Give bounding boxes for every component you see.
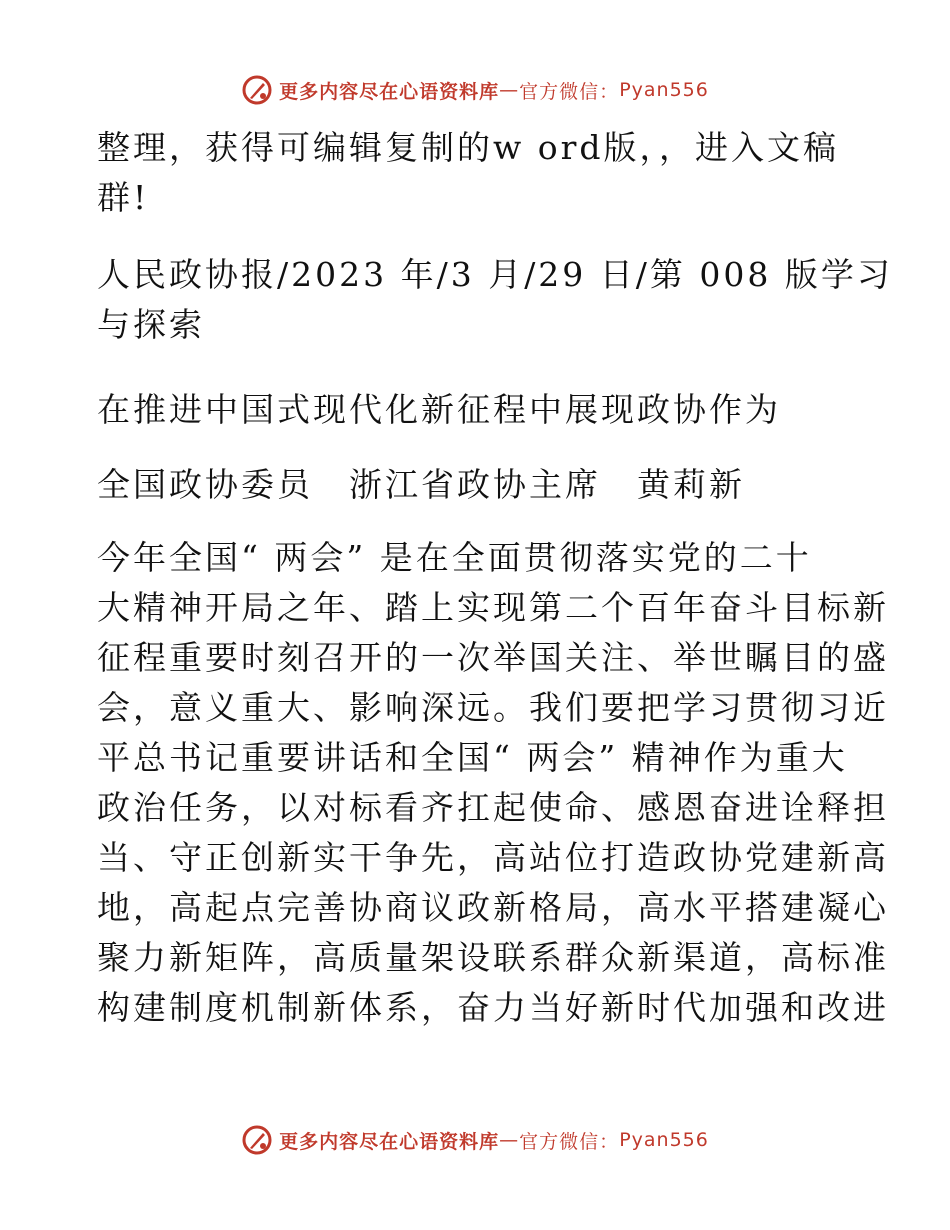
watermark-wechat-id: Pyan556	[619, 1129, 709, 1151]
watermark-separator: —	[499, 79, 520, 101]
text-line: 平总书记重要讲话和全国“ 两会” 精神作为重大	[97, 738, 848, 777]
text-line: 整理，获得可编辑复制的w ord版，，进入文稿	[97, 128, 840, 167]
watermark-separator: —	[499, 1129, 520, 1151]
watermark-brand: 更多内容尽在心语资料库	[279, 80, 500, 103]
text-line: 与探索	[97, 305, 205, 344]
article-body-paragraph	[97, 533, 889, 1033]
quill-logo-icon	[241, 1124, 273, 1156]
intro-paragraph	[97, 123, 857, 223]
article-author	[97, 460, 857, 510]
text-line: 政治任务，以对标看齐扛起使命、感恩奋进诠释担	[97, 788, 889, 827]
watermark-suffix: 官方微信：	[519, 1130, 620, 1153]
text-line: 全国政协委员 浙江省政协主席 黄莉新	[97, 465, 745, 504]
watermark-wechat-id: Pyan556	[619, 79, 709, 101]
header-watermark	[0, 74, 950, 106]
source-line	[97, 250, 893, 350]
watermark-suffix: 官方微信：	[519, 80, 620, 103]
text-line: 地，高起点完善协商议政新格局，高水平搭建凝心	[97, 888, 889, 927]
text-line: 今年全国“ 两会” 是在全面贯彻落实党的二十	[97, 538, 812, 577]
text-line: 构建制度机制新体系，奋力当好新时代加强和改进	[97, 988, 889, 1027]
footer-watermark	[0, 1124, 950, 1156]
article-title	[97, 385, 857, 435]
text-line: 当、守正创新实干争先，高站位打造政协党建新高	[97, 838, 889, 877]
watermark-brand: 更多内容尽在心语资料库	[279, 1130, 500, 1153]
text-line: 征程重要时刻召开的一次举国关注、举世瞩目的盛	[97, 638, 889, 677]
text-line: 聚力新矩阵，高质量架设联系群众新渠道，高标准	[97, 938, 889, 977]
text-line: 大精神开局之年、踏上实现第二个百年奋斗目标新	[97, 588, 889, 627]
text-line: 在推进中国式现代化新征程中展现政协作为	[97, 390, 781, 429]
text-line: 会，意义重大、影响深远。我们要把学习贯彻习近	[97, 688, 889, 727]
document-body	[97, 123, 857, 223]
text-line: 人民政协报/2023 年/3 月/29 日/第 008 版学习	[97, 255, 893, 294]
text-line: 群!	[97, 178, 150, 217]
quill-logo-icon	[241, 74, 273, 106]
